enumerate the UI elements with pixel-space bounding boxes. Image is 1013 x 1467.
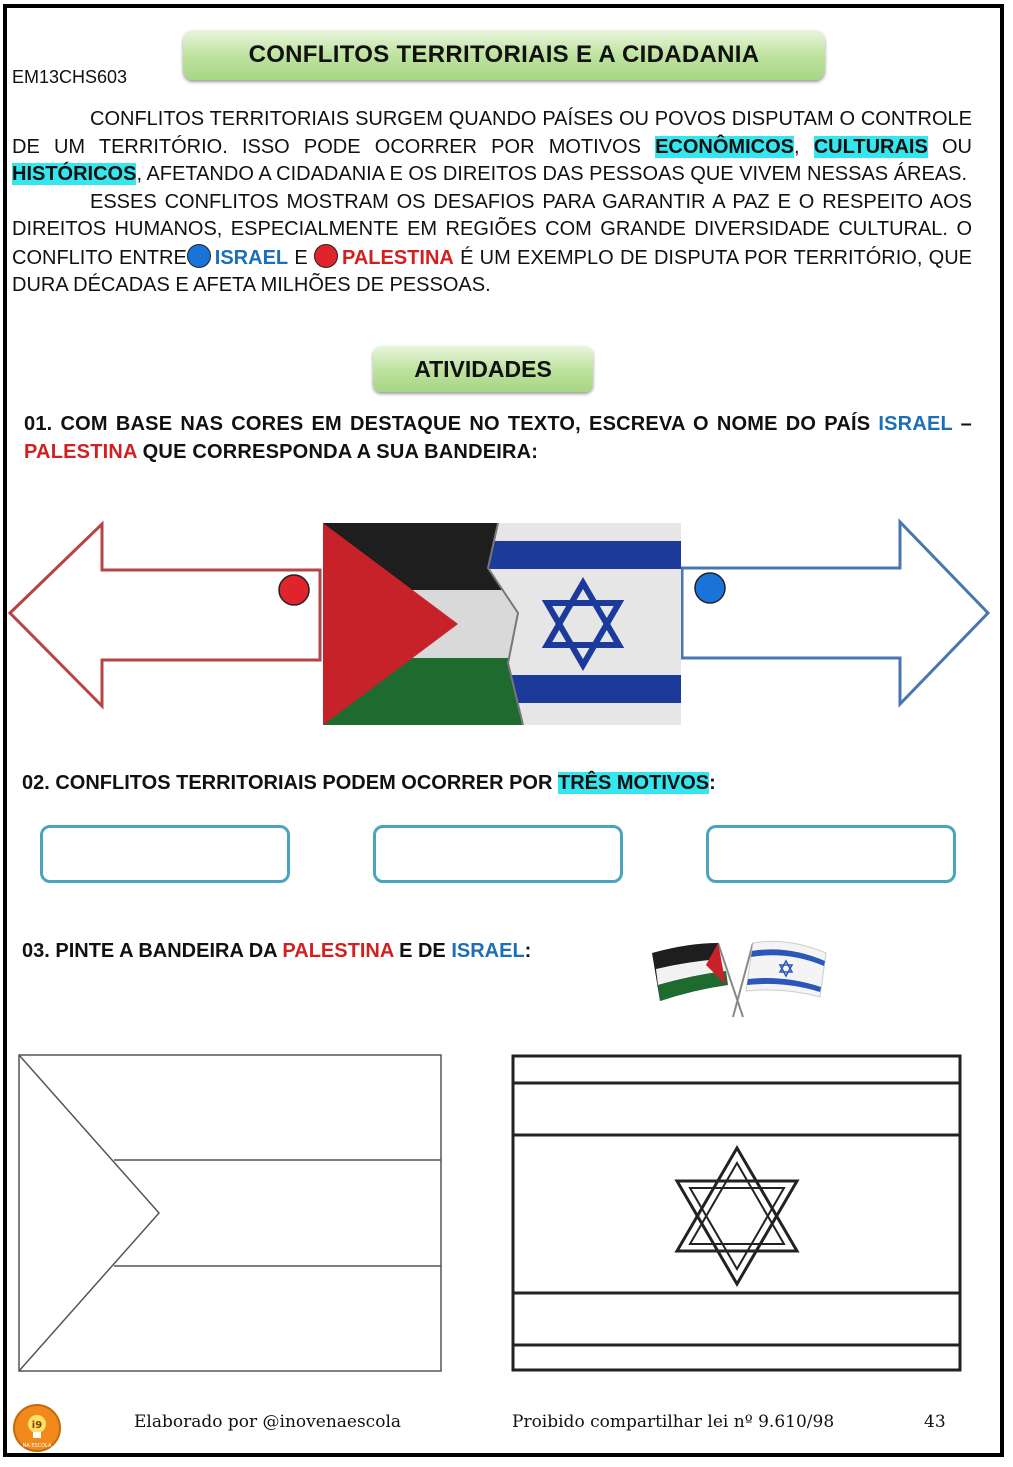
svg-text:i9: i9 [31, 1420, 43, 1431]
palestina-label: PALESTINA [341, 246, 454, 269]
blue-dot-icon [695, 573, 725, 603]
q1-dash: – [952, 413, 972, 435]
highlight-economicos: ECONÔMICOS [655, 135, 794, 158]
p2-and: E [294, 246, 308, 269]
p1-text: CONFLITOS TERRITORIAIS SURGEM QUANDO PAÍSES OU POVOS DISPUTAM O CONTROLE DE UM TERRITÓRIO. ISSO PODE OCORRER POR MOTIVOS [12, 108, 972, 158]
footer-notice: Proibido compartilhar lei nº 9.610/98 [512, 1412, 835, 1432]
activities-title: ATIVIDADES [373, 346, 593, 392]
q3-israel: ISRAEL [451, 940, 525, 962]
skill-code: EM13CHS603 [12, 67, 128, 87]
right-arrow-answer-icon[interactable] [678, 518, 994, 708]
q1-text: 01. COM BASE NAS CORES EM DESTAQUE NO TEXTO, ESCREVA O NOME DO PAÍS [24, 413, 879, 435]
page-number: 43 [924, 1412, 946, 1432]
israel-label: ISRAEL [214, 246, 289, 269]
page-title: CONFLITOS TERRITORIAIS E A CIDADANIA [183, 30, 825, 80]
question-2 [22, 772, 716, 795]
p1-end: , AFETANDO A CIDADANIA E OS DIREITOS DAS PESSOAS QUE VIVEM NESSAS ÁREAS. [136, 163, 968, 185]
highlight-culturais: CULTURAIS [813, 135, 928, 158]
palestine-flag-outline[interactable] [17, 1053, 445, 1375]
paragraph-2 [12, 189, 972, 300]
paragraph-1 [12, 106, 972, 189]
p1-or: OU [927, 135, 972, 158]
answer-box-3[interactable] [706, 825, 956, 883]
highlight-historicos: HISTÓRICOS [12, 163, 137, 185]
footer-credit: Elaborado por @inovenaescola [134, 1412, 402, 1432]
q2-end: : [709, 772, 716, 794]
svg-text:NA ESCOLA: NA ESCOLA [22, 1443, 52, 1449]
blue-dot-icon [187, 244, 211, 268]
answer-box-1[interactable] [40, 825, 290, 883]
q2-highlight: TRÊS MOTIVOS [558, 772, 710, 794]
intro-text [12, 106, 972, 300]
q3-palestina: PALESTINA [282, 940, 394, 962]
crossed-flags-icon [648, 935, 833, 1020]
palestine-israel-flags-image [323, 523, 681, 725]
q1-palestina: PALESTINA [24, 441, 137, 463]
p2-text: ESSES CONFLITOS MOSTRAM OS DESAFIOS PARA GARANTIR A PAZ E O RESPEITO AOS DIREITOS HUMANOS, ESPECIALMENTE EM REGIÕES COM GRANDE DIVERSIDADE CULTURAL. O CONFLITO ENTRE [12, 190, 972, 269]
left-arrow-answer-icon[interactable] [6, 520, 326, 710]
red-dot-icon [314, 244, 338, 268]
q1-israel: ISRAEL [878, 413, 953, 435]
q3-end: : [524, 940, 532, 962]
q3-mid: E DE [393, 940, 452, 962]
inove-logo-icon [12, 1403, 62, 1453]
question-3 [22, 940, 531, 963]
red-dot-icon [279, 575, 309, 605]
q1-end: QUE CORRESPONDA A SUA BANDEIRA: [136, 441, 539, 463]
q3-text: 03. PINTE A BANDEIRA DA [22, 940, 283, 962]
p1-sep: , [794, 135, 814, 158]
question-1 [24, 410, 972, 466]
israel-flag-outline[interactable] [510, 1053, 964, 1375]
answer-box-2[interactable] [373, 825, 623, 883]
p2-end: É UM EXEMPLO DE DISPUTA POR TERRITÓRIO, QUE DURA DÉCADAS E AFETA MILHÕES DE PESSOAS. [12, 246, 972, 296]
q2-text: 02. CONFLITOS TERRITORIAIS PODEM OCORRER POR [22, 772, 558, 794]
